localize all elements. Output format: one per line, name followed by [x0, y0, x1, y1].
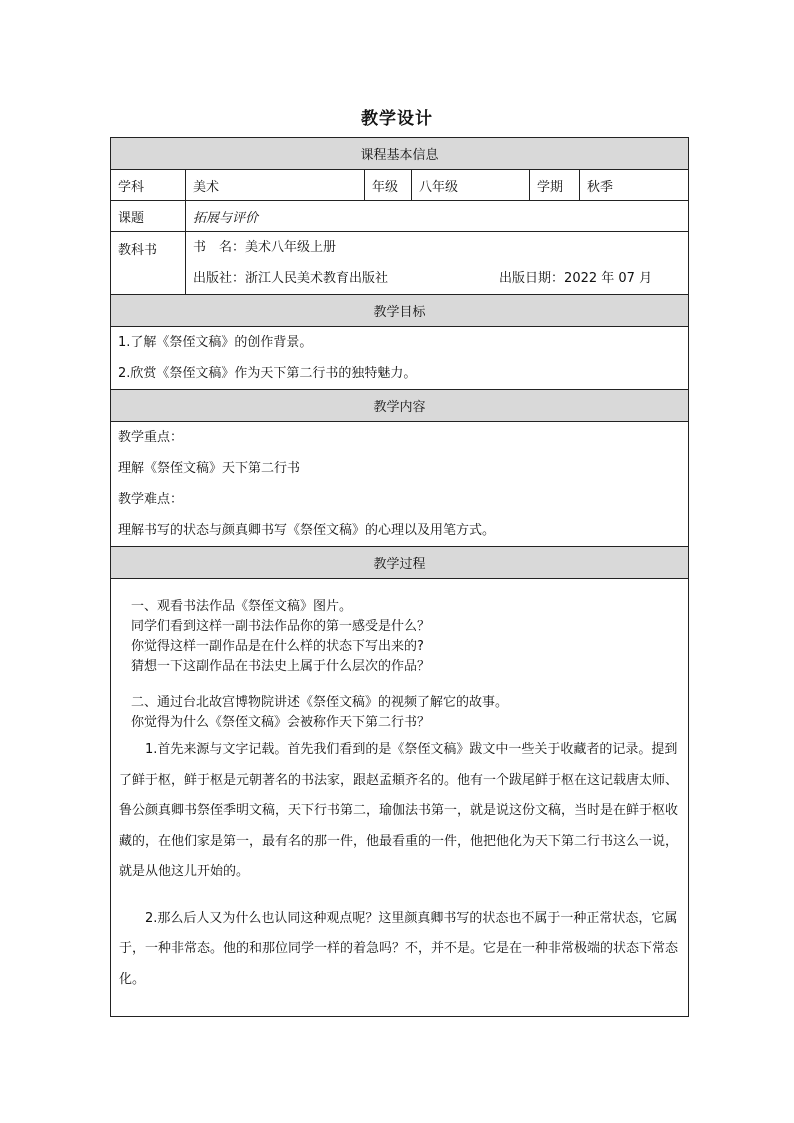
- subject-label: 学科: [111, 170, 186, 201]
- objective-item: 2.欣赏《祭侄文稿》作为天下第二行书的独特魅力。: [118, 366, 417, 381]
- textbook-label: 教科书: [111, 232, 186, 295]
- lesson-plan-table: [110, 137, 689, 1017]
- process-paragraph-1: 1.首先来源与文字记载。首先我们看到的是《祭侄文稿》跋文中一些关于收藏者的记录。提到了鲜于枢，鲜于枢是元朝著名的书法家，跟赵孟頫齐名的。他有一个跋尾鲜于枢在这记载唐太师、鲁公颜真卿书祭侄季明文稿，天下行书第二，瑜伽法书第一，就是说这份文稿，当时是在鲜于枢收藏的，在他们家是第一，最有名的那一件，他最看重的一件，他把他化为天下第二行书这么一说，就是从他这儿开始的。: [119, 742, 679, 879]
- key-point-label: 教学重点：: [118, 430, 184, 445]
- process-question: 你觉得这样一副作品是在什么样的状态下写出来的?: [131, 639, 424, 654]
- publisher-row: [193, 263, 688, 294]
- section-header-basic-info: 课程基本信息: [111, 138, 689, 170]
- section-header-content: 教学内容: [111, 390, 689, 422]
- objectives-list: [111, 327, 689, 390]
- process-part1-title: 一、观看书法作品《祭侄文稿》图片。: [131, 599, 353, 614]
- process-part2-title: 二、通过台北故宫博物院讲述《祭侄文稿》的视频了解它的故事。: [131, 695, 509, 710]
- process-question: 你觉得为什么《祭侄文稿》会被称作天下第二行书？: [131, 715, 431, 730]
- process-question: 猜想一下这副作品在书法史上属于什么层次的作品？: [131, 659, 431, 674]
- section-header-process: 教学过程: [111, 547, 689, 579]
- subject-value: 美术: [186, 170, 365, 201]
- key-point-text: 理解《祭侄文稿》天下第二行书: [118, 461, 301, 476]
- grade-value: 八年级: [412, 170, 530, 201]
- difficulty-text: 理解书写的状态与颜真卿书写《祭侄文稿》的心理以及用笔方式。: [118, 523, 496, 538]
- document-title: 教学设计: [361, 109, 433, 129]
- book-name: 书 名：美术八年级上册: [193, 240, 337, 255]
- section-header-objectives: 教学目标: [111, 295, 689, 327]
- process-paragraph-2: 2.那么后人又为什么也认同这种观点呢？这里颜真卿书写的状态也不属于一种正常状态，它属于，一种非常态。他的和那位同学一样的着急吗？不，并不是。它是在一种非常极端的状态下常态化。: [119, 910, 679, 987]
- difficulty-label: 教学难点：: [118, 492, 184, 507]
- process-block: [111, 579, 689, 1017]
- content-block: [111, 422, 689, 547]
- publisher: 出版社：浙江人民美术教育出版社: [193, 271, 389, 286]
- term-value: 秋季: [580, 170, 689, 201]
- term-label: 学期: [530, 170, 580, 201]
- objective-item: 1.了解《祭侄文稿》的创作背景。: [118, 335, 313, 350]
- process-question: 同学们看到这样一副书法作品你的第一感受是什么？: [131, 619, 431, 634]
- publish-date: 出版日期：2022 年 07 月: [499, 271, 653, 286]
- topic-label: 课题: [111, 201, 186, 232]
- grade-label: 年级: [365, 170, 412, 201]
- textbook-info: [186, 232, 689, 295]
- topic-value: 拓展与评价: [186, 201, 689, 232]
